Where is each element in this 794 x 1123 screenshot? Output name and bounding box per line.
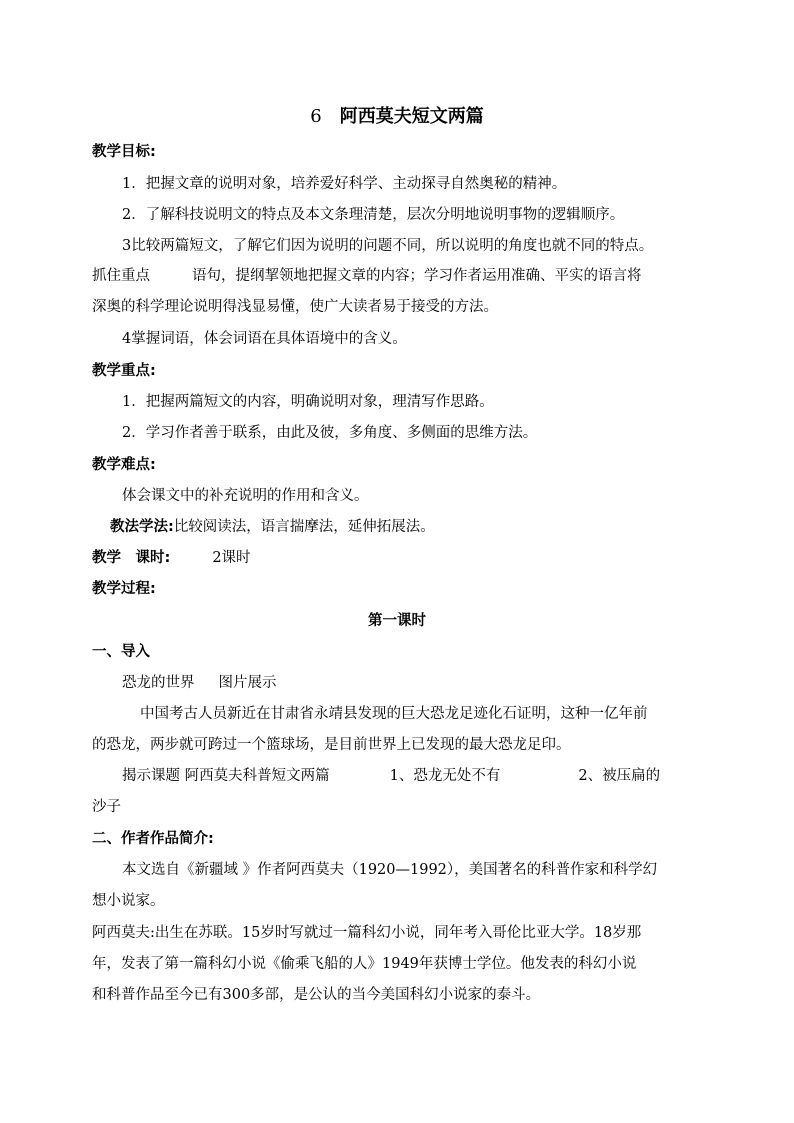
paragraph-2-line-2: 想小说家。 bbox=[92, 893, 165, 909]
title-text: 阿西莫夫短文两篇 bbox=[339, 106, 484, 127]
intro-line bbox=[122, 673, 277, 693]
reveal-line-2: 沙子 bbox=[92, 799, 121, 815]
goal-3-key-text: 语句，提纲挈领地把握文章的内容；学习作者运用准确、平实的语言将 bbox=[192, 268, 642, 284]
key-points-heading: 教学重点: bbox=[92, 363, 156, 379]
goal-2: 2．了解科技说明文的特点及本文条理清楚，层次分明地说明事物的逻辑顺序。 bbox=[122, 207, 625, 223]
paragraph-1-line-1: 中国考古人员新近在甘肃省永靖县发现的巨大恐龙足迹化石证明，这种一亿年前 bbox=[140, 706, 648, 722]
goal-3-line-2 bbox=[92, 266, 642, 286]
section-2-heading: 二、作者作品简介: bbox=[92, 831, 214, 847]
goal-3-line-3: 深奥的科学理论说明得浅显易懂，使广大读者易于接受的方法。 bbox=[92, 299, 498, 315]
key-point-1: 1．把握两篇短文的内容，明确说明对象，理清写作思路。 bbox=[122, 394, 494, 410]
hours-value: 2课时 bbox=[212, 550, 251, 566]
reveal-line bbox=[122, 766, 660, 786]
paragraph-3-line-1: 阿西莫夫:出生在苏联。15岁时写就过一篇科幻小说，同年考入哥伦比亚大学。18岁那 bbox=[92, 925, 642, 941]
reveal-topic: 揭示课题 阿西莫夫科普短文两篇 bbox=[122, 768, 330, 784]
intro-topic: 恐龙的世界 bbox=[122, 675, 195, 691]
goal-4: 4掌握词语，体会词语在具体语境中的含义。 bbox=[122, 331, 407, 347]
intro-display: 图片展示 bbox=[218, 675, 277, 691]
section-1-heading: 一、导入 bbox=[92, 644, 150, 660]
paragraph-3-line-2: 年，发表了第一篇科幻小说《偷乘飞船的人》1949年获博士学位。他发表的科幻小说 bbox=[92, 956, 637, 972]
goals-heading: 教学目标: bbox=[92, 144, 156, 160]
hours-heading: 教学 课时: bbox=[92, 550, 171, 566]
difficulty-heading: 教学难点: bbox=[92, 457, 156, 473]
title-number: 6 bbox=[310, 106, 322, 127]
paragraph-3-line-3: 和科普作品至今已有300多部，是公认的当今美国科幻小说家的泰斗。 bbox=[92, 987, 541, 1003]
paragraph-1-line-2: 的恐龙，两步就可跨过一个篮球场，是目前世界上已发现的最大恐龙足印。 bbox=[92, 737, 571, 753]
lesson-1-heading: 第一课时 bbox=[368, 613, 426, 629]
method-text: 比较阅读法，语言揣摩法，延伸拓展法。 bbox=[173, 519, 435, 535]
key-point-2: 2．学习作者善于联系，由此及彼，多角度、多侧面的思维方法。 bbox=[122, 425, 538, 441]
goal-1: 1．把握文章的说明对象，培养爱好科学、主动探寻自然奥秘的精神。 bbox=[122, 176, 567, 192]
document-title bbox=[92, 105, 702, 129]
method-line bbox=[110, 517, 435, 537]
paragraph-2-line-1: 本文选自《新疆域 》作者阿西莫夫（1920—1992），美国著名的科普作家和科学幻 bbox=[122, 862, 658, 878]
goal-3-key-label: 抓住重点 bbox=[92, 268, 150, 284]
goal-3-line-1: 3比较两篇短文，了解它们因为说明的问题不同，所以说明的角度也就不同的特点。 bbox=[122, 238, 654, 254]
reveal-item-2: 2、被压扁的 bbox=[578, 768, 661, 784]
difficulty-1: 体会课文中的补充说明的作用和含义。 bbox=[122, 488, 369, 504]
process-heading: 教学过程: bbox=[92, 581, 156, 597]
method-heading: 教法学法: bbox=[110, 519, 174, 535]
reveal-item-1: 1、恐龙无处不有 bbox=[389, 768, 501, 784]
hours-line bbox=[92, 548, 251, 568]
